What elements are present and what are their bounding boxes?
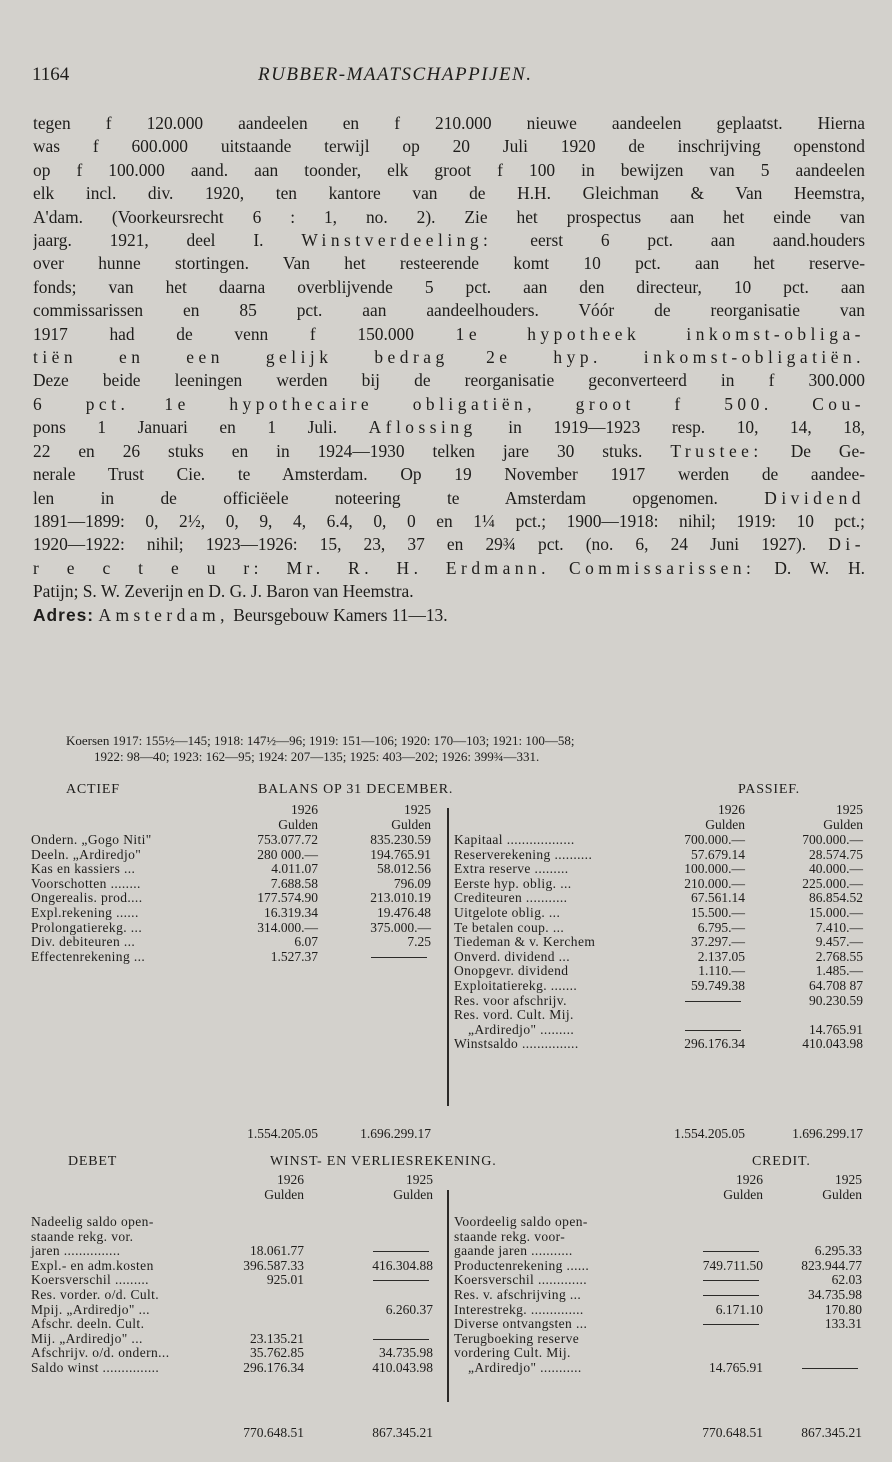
credit-value-1926: 14.765.91 bbox=[709, 1360, 763, 1375]
body-fragment: len in de officiëele noteering te Amsterdam opgenomen. bbox=[33, 487, 718, 508]
passief-value-1926: 1.110.— bbox=[698, 963, 745, 979]
actief-row-label: Voorschotten ........ bbox=[31, 875, 141, 891]
credit-row-label: Voordeelig saldo open- bbox=[454, 1214, 588, 1229]
body-line: Deze beide leeningen werden bij de reorganisatie geconverteerd in f 300.000 bbox=[33, 370, 865, 391]
dash-mark bbox=[703, 1295, 759, 1296]
column-year-header: 1925 bbox=[404, 802, 431, 817]
spaced-term-hyp-obl: 1e hypothecaire obligatiën, groot f 500. Cou- bbox=[164, 393, 865, 414]
body-fragment: in 1919—1923 resp. 10, 14, 18, bbox=[508, 417, 865, 438]
passief-value-1926: 15.500.— bbox=[691, 905, 745, 920]
debet-value-1925: 6.260.37 bbox=[385, 1301, 433, 1317]
passief-row-label: Res. vord. Cult. Mij. bbox=[454, 1007, 574, 1023]
actief-value-1926: 753.077.72 bbox=[257, 832, 318, 847]
debet-row-label: Res. vorder. o/d. Cult. bbox=[31, 1287, 160, 1302]
dash-mark bbox=[802, 1368, 858, 1369]
body-fragment: 1917 had de venn f 150.000 bbox=[33, 323, 414, 344]
debet-value-1925: 410.043.98 bbox=[372, 1360, 433, 1375]
dash-mark bbox=[373, 1339, 429, 1340]
actief-value-1926: 280 000.— bbox=[257, 846, 318, 862]
dash-mark bbox=[685, 1030, 741, 1031]
total-left-1925: 867.345.21 bbox=[372, 1425, 433, 1440]
page-number: 1164 bbox=[32, 64, 70, 85]
credit-row-label: vordering Cult. Mij. bbox=[454, 1345, 571, 1361]
column-year-header: 1925 bbox=[836, 802, 863, 817]
spaced-term-trustee: Trustee: bbox=[670, 440, 763, 461]
body-line bbox=[33, 229, 865, 252]
total-left-1926: 1.554.205.05 bbox=[247, 1126, 318, 1141]
passief-row-label: Crediteuren ........... bbox=[454, 890, 568, 906]
passief-value-1926: 100.000.— bbox=[684, 861, 745, 877]
credit-value-1926: 6.171.10 bbox=[715, 1301, 763, 1317]
actief-value-1926: 4.011.07 bbox=[271, 861, 318, 877]
actief-value-1925: 213.010.19 bbox=[370, 890, 431, 906]
body-line: nerale Trust Cie. te Amsterdam. Op 19 November 1917 werden de aandee- bbox=[33, 464, 865, 485]
passief-value-1925: 86.854.52 bbox=[809, 890, 863, 906]
dash-mark bbox=[373, 1251, 429, 1252]
credit-row-label: Res. v. afschrijving ... bbox=[454, 1287, 582, 1302]
body-line bbox=[33, 533, 865, 556]
spaced-term-aflossing: Aflossing bbox=[368, 417, 477, 438]
debet-value-1926: 18.061.77 bbox=[250, 1243, 304, 1259]
passief-value-1925: 410.043.98 bbox=[802, 1036, 863, 1052]
passief-row-label: Res. voor afschrijv. bbox=[454, 992, 567, 1008]
total-right-1926: 1.554.205.05 bbox=[674, 1126, 745, 1141]
column-unit-header: Gulden bbox=[705, 816, 745, 832]
actief-value-1926: 177.574.90 bbox=[257, 890, 318, 906]
credit-row-label: Interestrekg. .............. bbox=[454, 1301, 584, 1317]
body-line bbox=[33, 393, 865, 416]
credit-value-1925: 170.80 bbox=[824, 1301, 862, 1317]
debet-row-label: Expl.- en adm.kosten bbox=[31, 1257, 154, 1273]
spaced-term-hyp2: 2e hyp. inkomst-obligatiën. bbox=[486, 347, 865, 368]
body-line: elk incl. div. 1920, ten kantore van de H.H. Gleichman & Van Heemstra, bbox=[33, 183, 865, 204]
column-divider bbox=[447, 1190, 449, 1402]
column-year-header: 1926 bbox=[291, 802, 318, 817]
actief-value-1925: 375.000.— bbox=[370, 919, 431, 935]
column-year-header: 1926 bbox=[718, 802, 745, 817]
wv-debet-heading: DEBET bbox=[68, 1154, 118, 1169]
credit-row-label: Productenrekening ...... bbox=[454, 1257, 590, 1273]
column-unit-header: Gulden bbox=[723, 1186, 763, 1202]
debet-value-1926: 396.587.33 bbox=[243, 1257, 304, 1273]
body-line bbox=[33, 487, 865, 510]
passief-value-1926: 700.000.— bbox=[684, 832, 745, 847]
actief-row-label: Prolongatierekg. ... bbox=[31, 919, 143, 935]
actief-value-1925: 19.476.48 bbox=[377, 905, 431, 920]
column-year-header: 1926 bbox=[277, 1172, 304, 1187]
column-unit-header: Gulden bbox=[393, 1186, 433, 1202]
debet-row-label: Mpij. „Ardiredjo" ... bbox=[31, 1301, 150, 1317]
balans-actief-heading: ACTIEF bbox=[66, 782, 120, 797]
spaced-term-winstverdeeling: Winstverdeeling: bbox=[301, 230, 493, 251]
passief-row-label: Exploitatierekg. ....... bbox=[454, 978, 578, 993]
actief-row-label: Ongerealis. prod.... bbox=[31, 890, 143, 906]
actief-row-label: Ondern. „Gogo Niti" bbox=[31, 832, 152, 847]
body-line bbox=[33, 440, 865, 463]
debet-value-1926: 35.762.85 bbox=[250, 1345, 304, 1361]
passief-value-1925: 1.485.— bbox=[815, 963, 863, 979]
passief-row-label: Reserverekening .......... bbox=[454, 846, 593, 862]
passief-value-1925: 15.000.— bbox=[809, 905, 863, 920]
passief-row-label: Kapitaal .................. bbox=[454, 832, 575, 847]
total-right-1926: 770.648.51 bbox=[702, 1425, 763, 1440]
passief-value-1925: 64.708 87 bbox=[809, 978, 863, 993]
passief-row-label: Winstsaldo ............... bbox=[454, 1036, 579, 1052]
body-line: was f 600.000 uitstaande terwijl op 20 Juli 1920 de inschrijving openstond bbox=[33, 136, 865, 157]
actief-row-label: Effectenrekening ... bbox=[31, 948, 146, 964]
actief-row-label: Div. debiteuren ... bbox=[31, 934, 136, 950]
spaced-term-di: Di- bbox=[828, 534, 865, 555]
passief-row-label: Eerste hyp. oblig. ... bbox=[454, 875, 572, 891]
passief-row-label: Onverd. dividend ... bbox=[454, 948, 570, 964]
actief-value-1926: 7.688.58 bbox=[270, 875, 318, 891]
passief-value-1926: 67.561.14 bbox=[691, 890, 745, 906]
credit-value-1925: 62.03 bbox=[831, 1272, 862, 1288]
total-right-1925: 867.345.21 bbox=[801, 1425, 862, 1440]
passief-value-1925: 7.410.— bbox=[815, 919, 863, 935]
passief-value-1926: 37.297.— bbox=[691, 934, 745, 950]
body-line: over hunne stortingen. Van het resteerende komt 10 pct. aan het reserve- bbox=[33, 253, 865, 274]
body-line: 1891—1899: 0, 2½, 0, 9, 4, 6.4, 0, 0 en 1¼ pct.; 1900—1918: nihil; 1919: 10 pct.; bbox=[33, 510, 865, 531]
body-fragment: 1920—1922: nihil; 1923—1926: 15, 23, 37 en 29¾ pct. (no. 6, 24 Juni 1927). bbox=[33, 534, 807, 555]
body-fragment: r e c t e u r: Mr. R. H. Erdmann. bbox=[33, 557, 551, 578]
dash-mark bbox=[373, 1280, 429, 1281]
body-line bbox=[33, 416, 865, 439]
debet-row-label: Afschrijv. o/d. ondern... bbox=[31, 1345, 170, 1361]
debet-value-1926: 296.176.34 bbox=[243, 1360, 304, 1375]
actief-value-1925: 796.09 bbox=[393, 875, 431, 891]
passief-row-label: Uitgelote oblig. ... bbox=[454, 905, 561, 920]
debet-row-label: Afschr. deeln. Cult. bbox=[31, 1316, 145, 1332]
koersen-block bbox=[66, 733, 866, 765]
credit-row-label: gaande jaren ........... bbox=[454, 1243, 573, 1259]
credit-row-label: „Ardiredjo" ........... bbox=[468, 1360, 582, 1375]
wv-title: WINST- EN VERLIESREKENING. bbox=[270, 1154, 497, 1169]
body-text bbox=[33, 112, 865, 627]
dash-mark bbox=[703, 1251, 759, 1252]
column-unit-header: Gulden bbox=[822, 1186, 862, 1202]
body-fragment: 6 pct. bbox=[33, 393, 130, 414]
actief-row-label: Expl.rekening ...... bbox=[31, 905, 139, 920]
column-unit-header: Gulden bbox=[278, 816, 318, 832]
passief-row-label: „Ardiredjo" ......... bbox=[468, 1021, 575, 1037]
credit-row-label: Koersverschil ............. bbox=[454, 1272, 588, 1288]
actief-value-1926: 16.319.34 bbox=[264, 905, 318, 920]
debet-value-1925: 34.735.98 bbox=[379, 1345, 433, 1361]
body-line: fonds; van het daarna overblijvende 5 pct. aan den directeur, 10 pct. aan bbox=[33, 276, 865, 297]
passief-value-1926: 2.137.05 bbox=[697, 948, 745, 964]
credit-value-1925: 133.31 bbox=[824, 1316, 862, 1332]
column-divider bbox=[447, 808, 449, 1106]
credit-value-1925: 6.295.33 bbox=[814, 1243, 862, 1259]
total-left-1926: 770.648.51 bbox=[243, 1425, 304, 1440]
total-right-1925: 1.696.299.17 bbox=[792, 1126, 863, 1141]
debet-row-label: Nadeelig saldo open- bbox=[31, 1214, 154, 1229]
passief-value-1925: 700.000.— bbox=[802, 832, 863, 847]
column-unit-header: Gulden bbox=[264, 1186, 304, 1202]
debet-value-1926: 23.135.21 bbox=[250, 1330, 304, 1346]
actief-value-1925: 7.25 bbox=[407, 934, 431, 950]
body-line bbox=[33, 323, 865, 346]
body-line: commissarissen en 85 pct. aan aandeelhouders. Vóór de reorganisatie van bbox=[33, 300, 865, 321]
column-year-header: 1925 bbox=[406, 1172, 433, 1187]
credit-row-label: staande rekg. voor- bbox=[454, 1228, 566, 1244]
adres-city: Amsterdam, bbox=[98, 604, 229, 625]
passief-value-1926: 210.000.— bbox=[684, 875, 745, 891]
adres-label: Adres: bbox=[33, 604, 95, 625]
passief-value-1925: 28.574.75 bbox=[809, 846, 863, 862]
passief-value-1925: 40.000.— bbox=[809, 861, 863, 877]
column-year-header: 1926 bbox=[736, 1172, 763, 1187]
spaced-term-commissarissen: Commissarissen: bbox=[569, 557, 756, 578]
actief-value-1925: 835.230.59 bbox=[370, 832, 431, 847]
body-line: tegen f 120.000 aandeelen en f 210.000 nieuwe aandeelen geplaatst. Hierna bbox=[33, 113, 865, 133]
debet-row-label: Mij. „Ardiredjo" ... bbox=[31, 1330, 143, 1346]
actief-value-1926: 1.527.37 bbox=[270, 948, 318, 964]
passief-value-1925: 14.765.91 bbox=[809, 1021, 863, 1037]
column-unit-header: Gulden bbox=[391, 816, 431, 832]
passief-row-label: Tiedeman & v. Kerchem bbox=[454, 934, 596, 950]
passief-value-1925: 90.230.59 bbox=[809, 992, 863, 1008]
passief-row-label: Extra reserve ......... bbox=[454, 861, 569, 877]
body-line bbox=[33, 346, 865, 369]
body-line: Patijn; S. W. Zeverijn en D. G. J. Baron van Heemstra. bbox=[33, 581, 414, 602]
actief-row-label: Kas en kassiers ... bbox=[31, 861, 136, 877]
debet-value-1926: 925.01 bbox=[266, 1272, 304, 1288]
credit-value-1925: 823.944.77 bbox=[801, 1257, 862, 1273]
passief-row-label: Onopgevr. dividend bbox=[454, 963, 569, 979]
passief-row-label: Te betalen coup. ... bbox=[454, 919, 565, 935]
body-line bbox=[33, 557, 865, 580]
credit-value-1925: 34.735.98 bbox=[808, 1287, 862, 1302]
dash-mark bbox=[685, 1001, 741, 1002]
body-fragment: D. W. H. bbox=[774, 557, 865, 578]
adres-rest: Beursgebouw Kamers 11—13. bbox=[233, 604, 448, 625]
passief-value-1925: 225.000.— bbox=[802, 875, 863, 891]
debet-row-label: Koersverschil ......... bbox=[31, 1272, 149, 1288]
body-fragment: 22 en 26 stuks en in 1924—1930 telken jare 30 stuks. bbox=[33, 440, 643, 461]
credit-row-label: Terugboeking reserve bbox=[454, 1330, 580, 1346]
body-line: A'dam. (Voorkeursrecht 6 : 1, no. 2). Zie het prospectus aan het einde van bbox=[33, 206, 865, 227]
body-fragment: De Ge- bbox=[790, 440, 865, 461]
passief-value-1925: 2.768.55 bbox=[815, 948, 863, 964]
column-year-header: 1925 bbox=[835, 1172, 862, 1187]
dash-mark bbox=[371, 957, 427, 958]
debet-row-label: jaren ............... bbox=[31, 1243, 121, 1259]
balans-passief-heading: PASSIEF. bbox=[738, 782, 800, 797]
passief-value-1926: 57.679.14 bbox=[691, 846, 745, 862]
body-fragment: pons 1 Januari en 1 Juli. bbox=[33, 417, 338, 438]
dash-mark bbox=[703, 1324, 759, 1325]
dash-mark bbox=[703, 1280, 759, 1281]
actief-value-1925: 58.012.56 bbox=[377, 861, 431, 877]
spaced-term-hypotheek: 1e hypotheek inkomst-obliga- bbox=[455, 323, 865, 344]
wv-credit-heading: CREDIT. bbox=[752, 1154, 811, 1169]
running-title: RUBBER-MAATSCHAPPIJEN. bbox=[258, 64, 533, 85]
body-fragment: eerst 6 pct. aan aand.houders bbox=[530, 230, 865, 251]
body-line-adres bbox=[33, 604, 865, 627]
actief-value-1926: 6.07 bbox=[294, 934, 318, 950]
spaced-term-dividend: Dividend bbox=[764, 487, 865, 508]
passief-value-1926: 6.795.— bbox=[697, 919, 745, 935]
debet-value-1925: 416.304.88 bbox=[372, 1257, 433, 1273]
actief-row-label: Deeln. „Ardiredjo" bbox=[31, 846, 142, 862]
balans-title: BALANS OP 31 DECEMBER. bbox=[258, 782, 454, 797]
actief-value-1926: 314.000.— bbox=[257, 919, 318, 935]
passief-value-1926: 59.749.38 bbox=[691, 978, 745, 993]
body-line: op f 100.000 aand. aan toonder, elk groot f 100 in bewijzen van 5 aandeelen bbox=[33, 159, 865, 180]
body-fragment: jaarg. 1921, deel I. bbox=[33, 230, 264, 251]
body-fragment: tiën en een gelijk bedrag bbox=[33, 347, 449, 368]
column-unit-header: Gulden bbox=[823, 816, 863, 832]
debet-row-label: staande rekg. vor. bbox=[31, 1228, 134, 1244]
credit-row-label: Diverse ontvangsten ... bbox=[454, 1316, 588, 1332]
koersen-line-2: 1922: 98—40; 1923: 162—95; 1924: 207—135; 1925: 403—202; 1926: 399¾—331. bbox=[94, 749, 540, 764]
passief-value-1926: 296.176.34 bbox=[684, 1036, 745, 1052]
actief-value-1925: 194.765.91 bbox=[370, 846, 431, 862]
passief-value-1925: 9.457.— bbox=[815, 934, 863, 950]
total-left-1925: 1.696.299.17 bbox=[360, 1126, 431, 1141]
koersen-line-1: Koersen 1917: 155½—145; 1918: 147½—96; 1919: 151—106; 1920: 170—103; 1921: 100—58; bbox=[66, 733, 575, 748]
credit-value-1926: 749.711.50 bbox=[702, 1257, 763, 1273]
debet-row-label: Saldo winst ............... bbox=[31, 1360, 160, 1375]
